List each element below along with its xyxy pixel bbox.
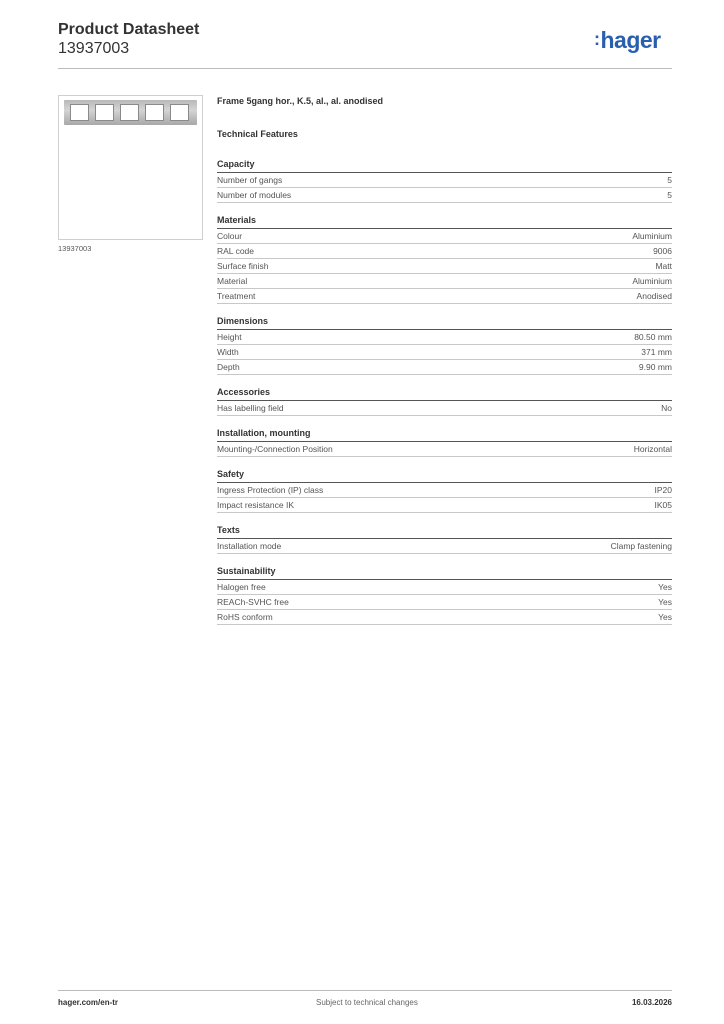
footer-website[interactable]: hager.com/en-tr (58, 998, 119, 1007)
frame-slot (95, 104, 114, 121)
section-title: Safety (217, 467, 672, 483)
section-title: Sustainability (217, 564, 672, 580)
logo-dots-icon: : (594, 29, 600, 49)
spec-label: Height (217, 332, 242, 342)
footer-divider (58, 990, 672, 991)
spec-row (217, 259, 672, 274)
spec-value: 80.50 mm (634, 332, 672, 342)
section-title: Texts (217, 523, 672, 539)
spec-sections (217, 157, 672, 625)
spec-value: IP20 (654, 485, 672, 495)
spec-label: RoHS conform (217, 612, 273, 622)
footer-date: 16.03.2026 (631, 998, 672, 1007)
spec-value: Yes (658, 612, 672, 622)
spec-label: Colour (217, 231, 243, 241)
spec-label: Mounting-/Connection Position (217, 444, 333, 454)
spec-value: 9006 (653, 246, 672, 256)
spec-value: Clamp fastening (610, 541, 672, 551)
frame-slot (120, 104, 139, 121)
spec-value: Matt (655, 261, 672, 271)
image-caption: 13937003 (58, 244, 92, 253)
spec-label: Installation mode (217, 541, 282, 551)
spec-label: Surface finish (217, 261, 269, 271)
spec-row (217, 610, 672, 625)
spec-row (217, 244, 672, 259)
spec-label: REACh-SVHC free (217, 597, 289, 607)
spec-row (217, 345, 672, 360)
spec-row (217, 442, 672, 457)
section-title: Materials (217, 213, 672, 229)
page-title: Product Datasheet (58, 21, 200, 38)
product-image (58, 95, 203, 240)
section-title: Capacity (217, 157, 672, 173)
spec-row (217, 360, 672, 375)
spec-row (217, 330, 672, 345)
header-divider (58, 68, 672, 69)
spec-value: Aluminium (632, 276, 672, 286)
frame-slot (145, 104, 164, 121)
spec-value: No (661, 403, 672, 413)
spec-label: Width (217, 347, 239, 357)
footer-notice: Subject to technical changes (316, 998, 418, 1007)
frame-illustration (64, 100, 197, 125)
spec-label: RAL code (217, 246, 255, 256)
hager-logo (594, 27, 661, 54)
frame-slot (170, 104, 189, 121)
spec-row (217, 580, 672, 595)
spec-row (217, 539, 672, 554)
spec-value: Yes (658, 582, 672, 592)
spec-section (217, 523, 672, 554)
technical-content (217, 92, 672, 625)
spec-row (217, 173, 672, 188)
technical-features-heading: Technical Features (217, 129, 298, 139)
spec-label: Depth (217, 362, 240, 372)
product-number: 13937003 (58, 40, 130, 57)
spec-row (217, 188, 672, 203)
spec-row (217, 483, 672, 498)
spec-label: Number of gangs (217, 175, 283, 185)
logo-text: hager (600, 27, 661, 53)
spec-row (217, 289, 672, 304)
spec-row (217, 401, 672, 416)
section-title: Dimensions (217, 314, 672, 330)
spec-label: Impact resistance IK (217, 500, 295, 510)
spec-section (217, 314, 672, 375)
spec-label: Material (217, 276, 248, 286)
spec-row (217, 498, 672, 513)
product-name: Frame 5gang hor., K.5, al., al. anodised (217, 96, 384, 106)
spec-row (217, 274, 672, 289)
spec-section (217, 426, 672, 457)
spec-row (217, 229, 672, 244)
spec-section (217, 385, 672, 416)
spec-row (217, 595, 672, 610)
spec-section (217, 213, 672, 304)
spec-value: IK05 (654, 500, 672, 510)
spec-label: Treatment (217, 291, 256, 301)
spec-value: 9.90 mm (638, 362, 672, 372)
section-title: Installation, mounting (217, 426, 672, 442)
section-title: Accessories (217, 385, 672, 401)
spec-value: Aluminium (632, 231, 672, 241)
spec-label: Number of modules (217, 190, 292, 200)
spec-label: Ingress Protection (IP) class (217, 485, 324, 495)
frame-slot (70, 104, 89, 121)
spec-value: Anodised (636, 291, 672, 301)
spec-label: Halogen free (217, 582, 266, 592)
spec-value: Horizontal (633, 444, 672, 454)
spec-value: 5 (667, 190, 672, 200)
spec-value: 371 mm (641, 347, 672, 357)
spec-section (217, 157, 672, 203)
spec-value: Yes (658, 597, 672, 607)
spec-label: Has labelling field (217, 403, 284, 413)
spec-value: 5 (667, 175, 672, 185)
spec-section (217, 564, 672, 625)
spec-section (217, 467, 672, 513)
